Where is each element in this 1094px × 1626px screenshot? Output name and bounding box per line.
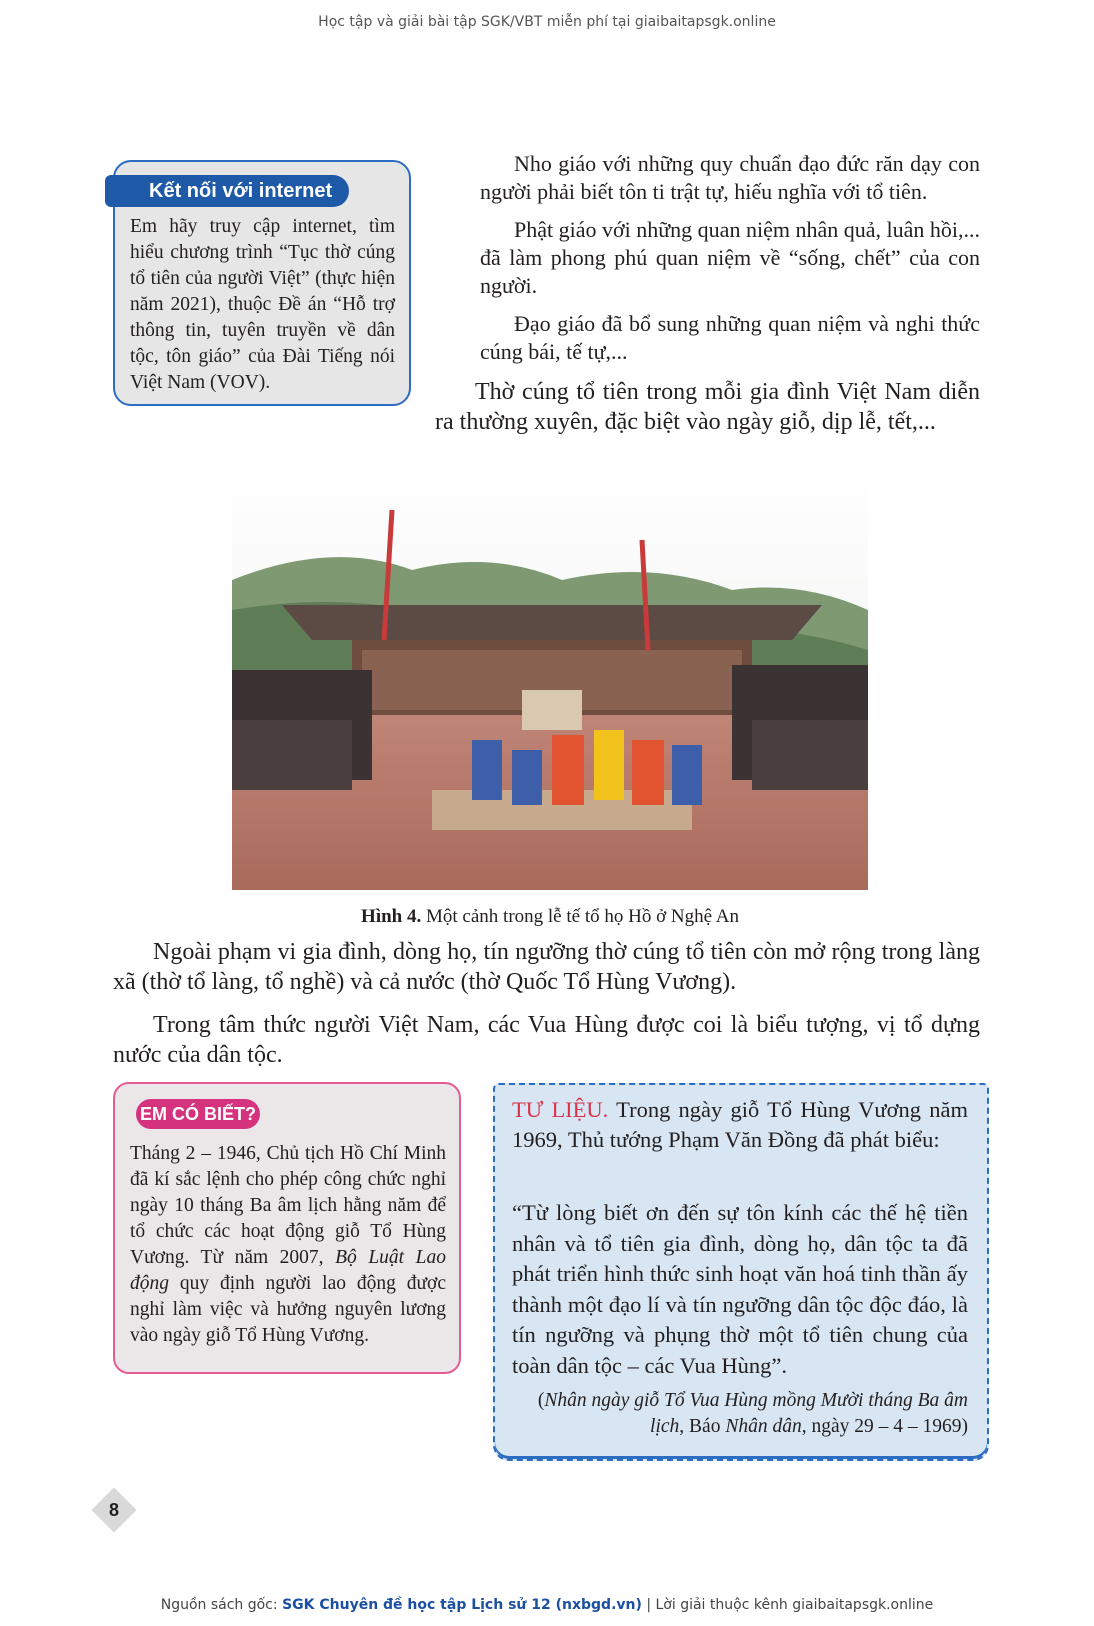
- page-footer: [0, 1597, 1094, 1613]
- footer-source-link[interactable]: SGK Chuyên đề học tập Lịch sử 12 (nxbgd.vn): [282, 1597, 642, 1613]
- source-mid: , Báo: [679, 1416, 726, 1437]
- ceremony-photo: [232, 460, 868, 890]
- figure-caption: [232, 906, 868, 928]
- footer-prefix: Nguồn sách gốc:: [160, 1597, 283, 1613]
- figure-label: Hình 4.: [361, 906, 422, 927]
- paragraph-hung-kings: Trong tâm thức người Việt Nam, các Vua Hùng được coi là biểu tượng, vị tổ dựng nước của dân tộc.: [113, 1012, 980, 1068]
- source-date: , ngày 29 – 4 – 1969): [801, 1416, 968, 1437]
- page-header: Học tập và giải bài tập SGK/VBT miễn phí tại giaibaitapsgk.online: [318, 14, 776, 30]
- paragraph-village-national: Ngoài phạm vi gia đình, dòng họ, tín ngưỡng thờ cúng tổ tiên còn mở rộng trong làng xã (thờ tổ làng, tổ nghề) và cả nước (thờ Quốc Tổ Hùng Vương).: [113, 939, 980, 995]
- footer-suffix: | Lời giải thuộc kênh giaibaitapsgk.online: [641, 1597, 934, 1613]
- labor-code-title: Bộ Luật Lao động: [130, 1247, 446, 1294]
- paragraph-buddhism: Phật giáo với những quan niệm nhân quả, luân hồi,... đã làm phong phú quan niệm về “sống, chết” của con người.: [480, 217, 980, 298]
- did-you-know-title: EM CÓ BIẾT?: [136, 1099, 260, 1129]
- paragraph-taoism: Đạo giáo đã bổ sung những quan niệm và nghi thức cúng bái, tế tự,...: [480, 311, 980, 364]
- source-newspaper: Nhân dân: [725, 1416, 802, 1437]
- document-quote: “Từ lòng biết ơn đến sự tôn kính các thế hệ tiền nhân và tổ tiên gia đình, dòng họ, dân tộc ta đã phát triển hình thức sinh hoạt văn hoá tinh thần ấy thành một đạo lí và tín ngưỡng dân tộc độc đáo, là tín ngưỡng và phụng thờ một tổ tiên chung của toàn dân tộc – các Vua Hùng”.: [512, 1200, 968, 1378]
- did-you-know-text: [130, 1141, 446, 1349]
- document-label: TƯ LIỆU.: [512, 1097, 609, 1122]
- paragraph-confucianism: Nho giáo với những quy chuẩn đạo đức răn dạy con người phải biết tôn ti trật tự, hiếu nghĩa với tổ tiên.: [480, 151, 980, 204]
- source-open: (: [537, 1390, 545, 1411]
- figure-caption-text: Một cảnh trong lễ tế tổ họ Hồ ở Nghệ An: [421, 906, 739, 927]
- did-you-know-text-part2: quy định người lao động được nghỉ làm việc và hưởng nguyên lương vào ngày giỗ Tổ Hùng Vương.: [130, 1273, 446, 1346]
- source-article-title: Nhân ngày giỗ Tổ Vua Hùng mồng Mười tháng Ba âm lịch: [544, 1390, 968, 1437]
- did-you-know-text-part1: Tháng 2 – 1946, Chủ tịch Hồ Chí Minh đã kí sắc lệnh cho phép công chức nghỉ ngày 10 tháng Ba âm lịch hằng năm để tổ chức các hoạt động giỗ Tổ Hùng Vương. Từ năm 2007,: [130, 1143, 446, 1268]
- document-intro-text: Trong ngày giỗ Tổ Hùng Vương năm 1969, Thủ tướng Phạm Văn Đồng đã phát biểu:: [512, 1097, 968, 1152]
- paragraph-family-worship: Thờ cúng tổ tiên trong mỗi gia đình Việt Nam diễn ra thường xuyên, đặc biệt vào ngày giỗ, dịp lễ, tết,...: [435, 379, 980, 435]
- internet-box-text: Em hãy truy cập internet, tìm hiểu chương trình “Tục thờ cúng tổ tiên của người Việt” (thực hiện năm 2021), thuộc Đề án “Hỗ trợ thông tin, tuyên truyền về dân tộc, tôn giáo” của Đài Tiếng nói Việt Nam (VOV).: [130, 216, 395, 393]
- document-intro: [512, 1095, 968, 1155]
- document-source: [512, 1388, 968, 1440]
- page-number: 8: [108, 1500, 119, 1520]
- internet-box-title: Kết nối với internet: [105, 175, 349, 207]
